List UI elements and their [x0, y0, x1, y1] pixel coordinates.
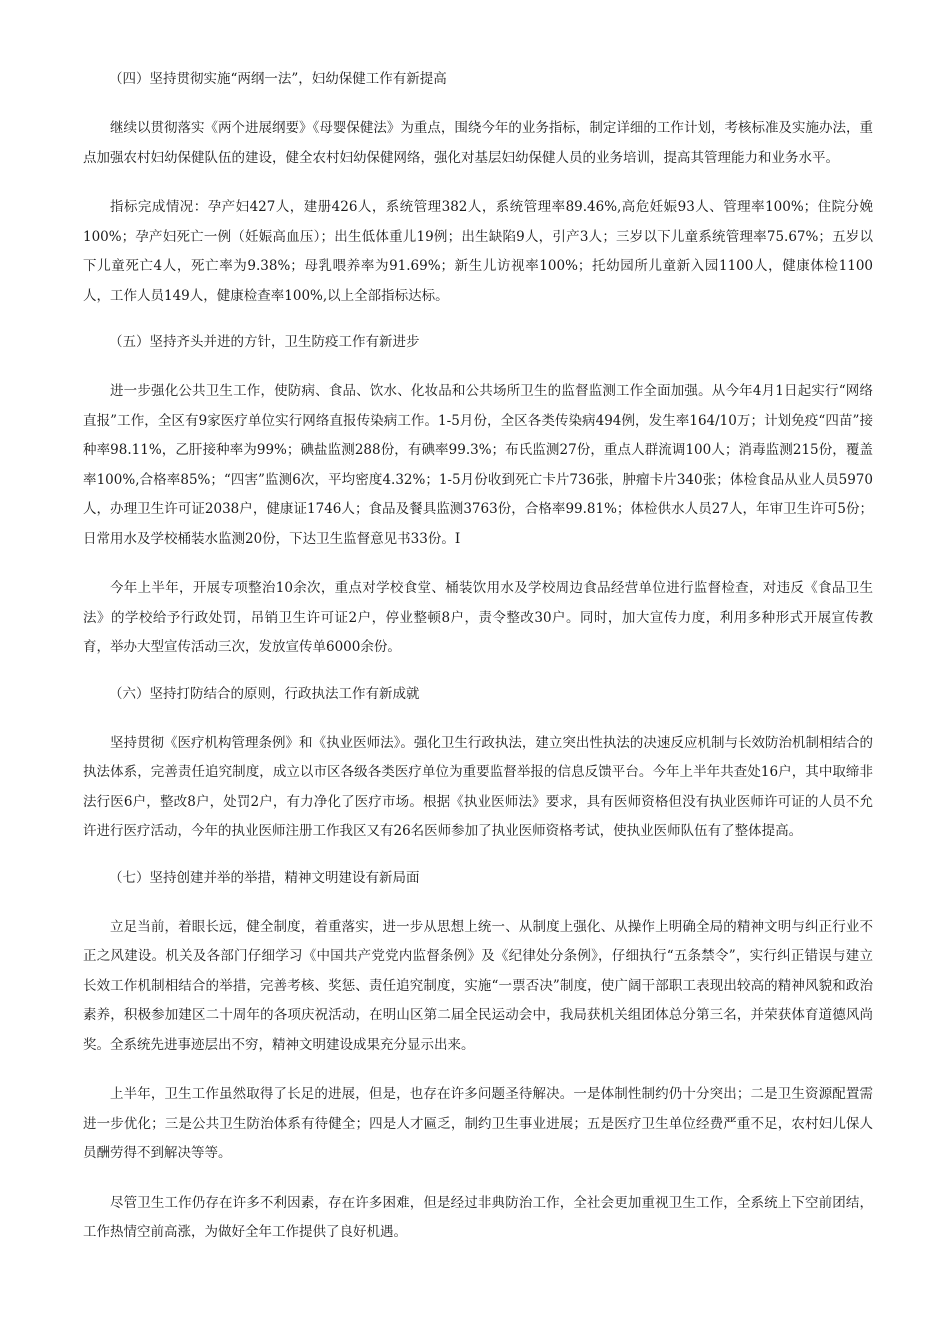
- section-heading-six: （六）坚持打防结合的原则，行政执法工作有新成就: [109, 685, 420, 702]
- document-page: [83, 68, 873, 1268]
- section-heading-five: （五）坚持齐头并进的方针，卫生防疫工作有新进步: [109, 334, 420, 350]
- paragraph-special-rectification: 今年上半年，开展专项整治10余次，重点对学校食堂、桶装饮用水及学校周边食品经营单位进行监督检查，对违反《食品卫生法》的学校给予行政处罚，吊销卫生许可证2户，停业整顿8户，责令整改30户。同时，加大宣传力度，利用多种形式开展宣传教育，举办大型宣传活动三次，发放宣传单6000余份。: [83, 580, 873, 655]
- paragraph-epidemic-prevention: 进一步强化公共卫生工作，使防病、食品、饮水、化妆品和公共场所卫生的监督监测工作全面加强。从今年4月1日起实行“网络直报”工作，全区有9家医疗单位实行网络直报传染病工作。1-5月份，全区各类传染病494例，发生率164/10万；计划免疫“四苗”接种率98.11%，乙肝接种率为99%；碘盐监测288份，有碘率99.3%；布氏监测27份，重点人群流调100人；消毒监测215份，覆盖率100%,合格率85%；“四害”监测6次，平均密度4.32%；1-5月份收到死亡卡片736张，肿瘤卡片340张；体检食品从业人员5970人，办理卫生许可证2038户，健康证1746人；食品及餐具监测3763份，合格率99.81%；体检供水人员27人，年审卫生许可5份；日常用水及学校桶装水监测20份，下达卫生监督意见书33份。I: [83, 383, 873, 547]
- section-heading-four: （四）坚持贯彻实施“两纲一法”，妇幼保健工作有新提高: [109, 71, 447, 87]
- paragraph-administrative-enforcement: 坚持贯彻《医疗机构管理条例》和《执业医师法》。强化卫生行政执法，建立突出性执法的决速反应机制与长效防治机制相结合的执法体系，完善责任追究制度，成立以市区各级各类医疗单位为重要监督举报的信息反馈平台。今年上半年共查处16户，其中取缔非法行医6户，整改8户，处罚2户，有力净化了医疗市场。根据《执业医师法》要求，具有医师资格但没有执业医师许可证的人员不允许进行医疗活动，今年的执业医师注册工作我区又有26名医师参加了执业医师资格考试，使执业医师队伍有了整体提高。: [83, 734, 873, 839]
- paragraph-existing-problems: 上半年，卫生工作虽然取得了长足的进展，但是，也存在许多问题圣待解决。一是体制性制约仍十分突出；二是卫生资源配置需进一步优化；三是公共卫生防治体系有待健全；四是人才匾乏，制约卫生事业进展；五是医疗卫生单位经费严重不足，农村妇儿保人员酬劳得不到解决等等。: [83, 1086, 873, 1161]
- paragraph-spiritual-civilization: 立足当前，着眼长远，健全制度，着重落实，进一步从思想上统一、从制度上强化、从操作上明确全局的精神文明与纠正行业不正之风建设。机关及各部门仔细学习《中国共产党党内监督条例》及《纪律处分条例》，仔细执行“五条禁令”，实行纠正错误与建立长效工作机制相结合的举措，完善考核、奖惩、责任追究制度，实施“一票否决”制度，使广阔干部职工表现出较高的精神风貌和政治素养，积极参加建区二十周年的各项庆祝活动，在明山区第二届全民运动会中，我局获机关组团体总分第三名，并荣获体育道德风尚奖。全系统先进事迹层出不穷，精神文明建设成果充分显示出来。: [83, 918, 873, 1053]
- section-heading-seven: （七）坚持创建并举的举措，精神文明建设有新局面: [109, 869, 420, 886]
- paragraph-maternal-child-care: 继续以贯彻落实《两个进展纲要》《母婴保健法》为重点，围绕今年的业务指标，制定详细的工作计划，考核标准及实施办法，重点加强农村妇幼保健队伍的建设，健全农村妇幼保健网络，强化对基层妇幼保健人员的业务培训，提高其管理能力和业务水平。: [83, 120, 873, 166]
- paragraph-conclusion: 尽管卫生工作仍存在许多不利因素，存在许多困难，但是经过非典防治工作，全社会更加重视卫生工作，全系统上下空前团结，工作热情空前高涨，为做好全年工作提供了良好机遇。: [83, 1194, 873, 1240]
- paragraph-indicator-completion: 指标完成情况：孕产妇427人，建册426人，系统管理382人，系统管理率89.46%,高危妊娠93人、管理率100%；住院分娩100%；孕产妇死亡一例（妊娠高血压）；出生低体重儿19例；出生缺陷9人，引产3人；三岁以下儿童系统管理率75.67%；五岁以下儿童死亡4人，死亡率为9.38%；母乳喂养率为91.69%；新生儿访视率100%；托幼园所儿童新入园1100人，健康体检1100人，工作人员149人，健康检查率100%,以上全部指标达标。: [83, 199, 873, 304]
